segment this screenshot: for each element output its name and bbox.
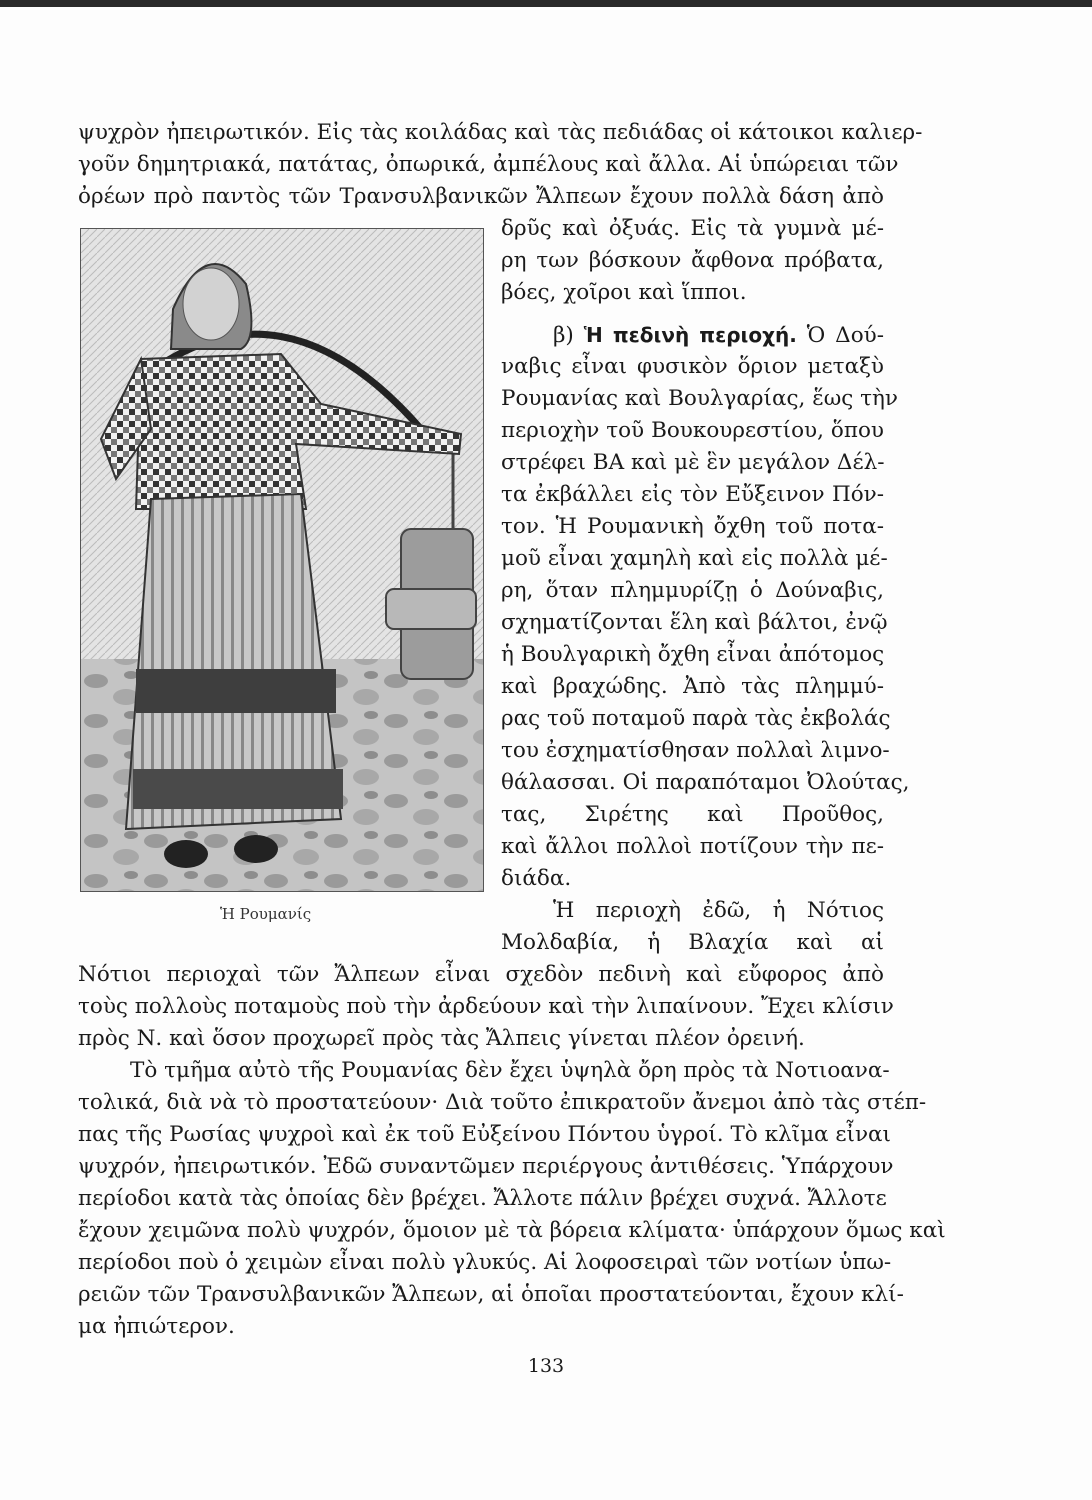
text-line: περίοδοι κατὰ τὰς ὁποίας δὲν βρέχει. Ἄλλοτε πάλιν βρέχει συχνά. Ἄλλοτε bbox=[78, 1186, 887, 1211]
text-line: περίοδοι ποὺ ὁ χειμὼν εἶναι πολὺ γλυκύς. Αἱ λοφοσειραὶ τῶν νοτίων ὑπω- bbox=[78, 1250, 892, 1275]
text-line: τον. Ἡ Ρουμανικὴ ὄχθη τοῦ ποτα- bbox=[501, 514, 884, 539]
text-line: ἔχουν χειμῶνα πολὺ ψυχρόν, ὅμοιον μὲ τὰ βόρεια κλίματα· ὑπάρχουν ὅμως καὶ bbox=[78, 1218, 946, 1243]
text-line: τα ἐκβάλλει εἰς τὸν Εὔξεινον Πόν- bbox=[501, 482, 884, 507]
text-line: ρειῶν τῶν Τρανσυλβανικῶν Ἄλπεων, αἱ ὁποῖαι προστατεύονται, ἔχουν κλί- bbox=[78, 1282, 904, 1307]
text-line: βόες, χοῖροι καὶ ἵπποι. bbox=[501, 280, 747, 305]
text-line: πρὸς Ν. καὶ ὅσον προχωρεῖ πρὸς τὰς Ἄλπεις γίνεται πλέον ὀρεινή. bbox=[78, 1026, 805, 1051]
text-line: θάλασσαι. Οἱ παραπόταμοι Ὀλούτας, bbox=[501, 770, 910, 795]
text-line: ἡ Βουλγαρικὴ ὄχθη εἶναι ἀπότομος bbox=[501, 642, 885, 667]
text-line: ὀρέων πρὸ παντὸς τῶν Τρανσυλβανικῶν Ἄλπεων ἔχουν πολλὰ δάση ἀπὸ bbox=[78, 184, 884, 209]
text-line: ναβις εἶναι φυσικὸν ὅριον μεταξὺ bbox=[501, 354, 884, 379]
section-label: β) bbox=[553, 323, 574, 348]
page-top-border bbox=[0, 0, 1092, 7]
text-line: ψυχρόν, ἠπειρωτικόν. Ἐδῶ συναντῶμεν περιέργους ἀντιθέσεις. Ὑπάρχουν bbox=[78, 1154, 894, 1179]
text-line: περιοχὴν τοῦ Βουκουρεστίου, ὅπου bbox=[501, 418, 884, 443]
woman-photo bbox=[80, 228, 484, 892]
photo-caption: Ἡ Ρουμανίς bbox=[220, 905, 312, 923]
text-line: Μολδαβία, ἡ Βλαχία καὶ αἱ bbox=[501, 930, 884, 955]
text-line: τοὺς πολλοὺς ποταμοὺς ποὺ τὴν ἀρδεύουν καὶ τὴν λιπαίνουν. Ἔχει κλίσιν bbox=[78, 994, 894, 1019]
text-line: μοῦ εἶναι χαμηλὴ καὶ εἰς πολλὰ μέ- bbox=[501, 546, 888, 571]
text-line: ρη, ὅταν πλημμυρίζῃ ὁ Δούναβις, bbox=[501, 578, 884, 603]
text-line: διάδα. bbox=[501, 866, 572, 891]
text-line: του ἐσχηματίσθησαν πολλαὶ λιμνο- bbox=[501, 738, 890, 763]
text-line: μα ἠπιώτερον. bbox=[78, 1314, 235, 1339]
text-line: πας τῆς Ρωσίας ψυχροὶ καὶ ἐκ τοῦ Εὐξείνου Πόντου ὑγροί. Τὸ κλῖμα εἶναι bbox=[78, 1122, 891, 1147]
text-line: στρέφει ΒΑ καὶ μὲ ἓν μεγάλον Δέλ- bbox=[501, 450, 885, 475]
text-line: ρη των βόσκουν ἄφθονα πρόβατα, bbox=[501, 248, 884, 273]
section-heading-line bbox=[501, 320, 884, 351]
text-line: ψυχρὸν ἠπειρωτικόν. Εἰς τὰς κοιλάδας καὶ τὰς πεδιάδας οἱ κάτοικοι καλιερ- bbox=[78, 120, 923, 145]
text-line: Τὸ τμῆμα αὐτὸ τῆς Ρουμανίας δὲν ἔχει ὑψηλὰ ὄρη πρὸς τὰ Νοτιοανα- bbox=[130, 1058, 890, 1083]
text-line: τολικά, διὰ νὰ τὸ προστατεύουν· Διὰ τοῦτο ἐπικρατοῦν ἄνεμοι ἀπὸ τὰς στέπ- bbox=[78, 1090, 927, 1115]
section-first-rest: Ὁ Δού- bbox=[806, 323, 884, 348]
text-line: καὶ ἄλλοι πολλοὶ ποτίζουν τὴν πε- bbox=[501, 834, 884, 859]
text-line: Ρουμανίας καὶ Βουλγαρίας, ἕως τὴν bbox=[501, 386, 898, 411]
page-number: 133 bbox=[527, 1355, 565, 1377]
text-line: δρῦς καὶ ὀξυάς. Εἰς τὰ γυμνὰ μέ- bbox=[501, 216, 884, 241]
section-title: Ἡ πεδινὴ περιοχή. bbox=[583, 323, 797, 347]
text-line: καὶ βραχώδης. Ἀπὸ τὰς πλημμύ- bbox=[501, 674, 884, 699]
text-line: Νότιοι περιοχαὶ τῶν Ἄλπεων εἶναι σχεδὸν πεδινὴ καὶ εὔφορος ἀπὸ bbox=[78, 962, 884, 987]
text-line: γοῦν δημητριακά, πατάτας, ὀπωρικά, ἀμπέλους καὶ ἄλλα. Αἱ ὑπώρειαι τῶν bbox=[78, 152, 899, 177]
text-line: τας, Σιρέτης καὶ Προῦθος, bbox=[501, 802, 884, 827]
text-line: ρας τοῦ ποταμοῦ παρὰ τὰς ἐκβολάς bbox=[501, 706, 891, 731]
text-line: σχηματίζονται ἕλη καὶ βάλτοι, ἐνῷ bbox=[501, 610, 888, 635]
text-line: Ἡ περιοχὴ ἐδῶ, ἡ Νότιος bbox=[553, 898, 884, 923]
